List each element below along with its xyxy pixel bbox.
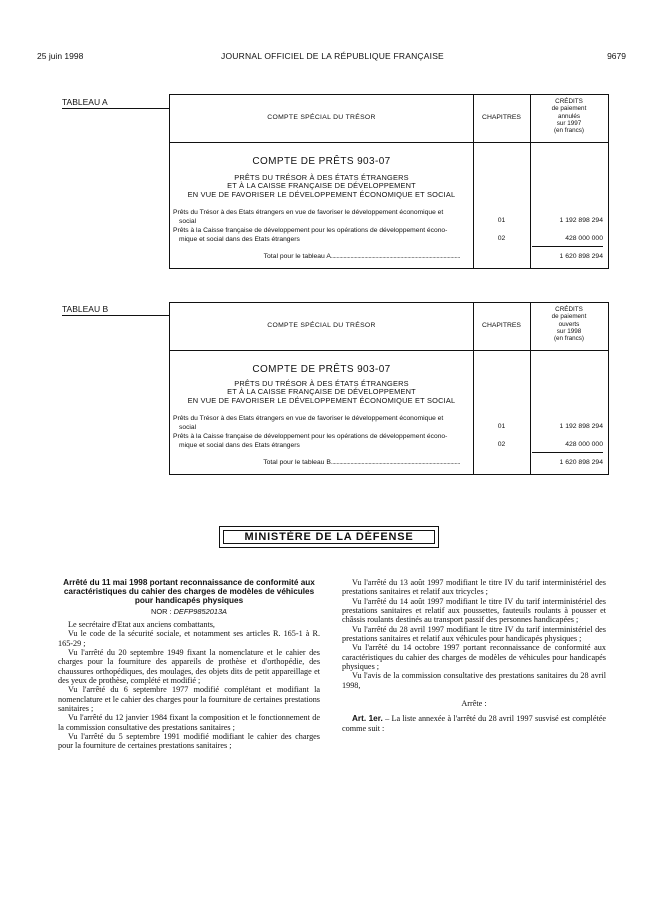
credits-line: de paiement — [551, 313, 587, 321]
total-label: Total pour le tableau B — [263, 459, 331, 466]
subtitle-line: ET À LA CAISSE FRANÇAISE DE DÉVELOPPEMENT — [227, 387, 416, 397]
credits-line: CRÉDITS — [555, 306, 583, 313]
paragraph: Vu l'arrêté du 12 janvier 1984 fixant la composition et le fonctionnement de la commission consultative des prestations sanitaires ; — [58, 713, 320, 732]
paragraph: Vu l'arrêté du 14 août 1997 modifiant le titre IV du tarif interministériel des prestations sanitaires et relatif aux poussettes, fauteuils roulants à pousser et châssis roulants destinés au transport passif des personnes handicapées ; — [342, 596, 606, 625]
arrete-heading: Arrête : — [461, 699, 487, 709]
row-amount: 428 000 000 — [565, 441, 603, 448]
credits-line: de paiement — [551, 105, 587, 113]
credits-line: sur 1998 — [556, 327, 582, 335]
col-header-credits — [530, 306, 608, 342]
tableau-b-label — [62, 304, 108, 314]
paragraph: Vu le code de la sécurité sociale, et notamment ses articles R. 165-1 à R. 165-29 ; — [58, 629, 320, 648]
row-text: Prêts à la Caisse française de développement pour les opérations de développement écono- — [173, 433, 448, 440]
table-row — [173, 226, 470, 244]
row-text: Prêts à la Caisse française de développement pour les opérations de développement écono- — [173, 227, 448, 234]
ministry-heading-box — [219, 526, 439, 548]
row-text: Prêts du Trésor à des Etats étrangers en vue de favoriser le développement économique et — [173, 415, 444, 422]
credits-line: (en francs) — [553, 335, 585, 343]
account-subtitle — [170, 174, 473, 199]
row-amount: 1 192 898 294 — [559, 423, 603, 430]
article-1-text: – La liste annexée à l'arrêté du 28 avril 1997 susvisé est complétée comme suit : — [342, 714, 607, 733]
row-text: Prêts du Trésor à des Etats étrangers en vue de favoriser le développement économique et — [173, 209, 444, 216]
header-date: 25 juin 1998 — [37, 51, 84, 61]
tableau-b — [169, 302, 609, 475]
left-column — [58, 578, 320, 751]
paragraph: Vu l'arrêté du 28 avril 1997 modifiant le titre IV du tarif interministériel des prestations sanitaires et relatif aux véhicules pour handicapés physiques ; — [342, 624, 606, 644]
account-title: COMPTE DE PRÊTS 903-07 — [252, 156, 391, 167]
paragraph: Le secrétaire d'Etat aux anciens combattants, — [68, 619, 215, 629]
credits-line: CRÉDITS — [555, 98, 583, 105]
col-header-credits — [530, 98, 608, 134]
account-subtitle — [170, 380, 473, 405]
credits-line: annulés — [557, 112, 581, 120]
nor-value: DEFP9852013A — [173, 606, 227, 616]
col-header-account: COMPTE SPÉCIAL DU TRÉSOR — [267, 322, 376, 329]
credits-line: (en francs) — [553, 127, 585, 135]
subtitle-line: EN VUE DE FAVORISER LE DÉVELOPPEMENT ÉCONOMIQUE ET SOCIAL — [187, 189, 456, 199]
tableau-a-label — [62, 97, 108, 107]
subtitle-line: ET À LA CAISSE FRANÇAISE DE DÉVELOPPEMENT — [227, 181, 416, 191]
total-amount: 1 620 898 294 — [559, 253, 603, 260]
tableau-a-label-text: TABLEAU A — [62, 97, 108, 107]
tableau-b-label-text: TABLEAU B — [62, 304, 109, 314]
table-row — [173, 208, 470, 226]
paragraph: Vu l'arrêté du 6 septembre 1977 modifié complétant et modifiant la nomenclature et le cahier des charges pour la fourniture de certaines prestations sanitaires ; — [58, 685, 320, 714]
row-text-cont: mique et social dans des Etats étrangers — [179, 236, 300, 243]
nor-label: NOR : — [150, 606, 172, 616]
row-amount: 1 192 898 294 — [559, 217, 603, 224]
total-amount: 1 620 898 294 — [559, 459, 603, 466]
credits-line: ouverts — [558, 320, 580, 328]
row-chapter: 02 — [497, 235, 506, 242]
article-1-label: Art. 1er. — [352, 714, 383, 724]
subtitle-line: PRÊTS DU TRÉSOR À DES ÉTATS ÉTRANGERS — [234, 379, 409, 388]
table-row — [173, 432, 470, 450]
article-1 — [342, 714, 606, 733]
col-header-chapters: CHAPITRES — [482, 114, 521, 121]
total-row: Total pour le tableau B............................................................................................. — [263, 459, 460, 466]
right-column — [342, 578, 606, 733]
row-text-cont: social — [179, 218, 197, 225]
paragraph: Vu l'avis de la commission consultative des prestations sanitaires du 28 avril 1998, — [342, 671, 606, 690]
paragraph: Vu l'arrêté du 14 octobre 1997 portant reconnaissance de conformité aux caractéristiques du cahier des charges de modèles de véhicules pour handicapés physiques ; — [342, 643, 606, 672]
row-chapter: 01 — [497, 423, 506, 430]
row-amount: 428 000 000 — [565, 235, 603, 242]
row-chapter: 02 — [497, 441, 506, 448]
tableau-a — [169, 94, 609, 269]
col-header-account: COMPTE SPÉCIAL DU TRÉSOR — [267, 114, 376, 121]
account-title: COMPTE DE PRÊTS 903-07 — [252, 364, 391, 375]
paragraph: Vu l'arrêté du 13 août 1997 modifiant le titre IV du tarif interministériel des prestations sanitaires et relatif aux tricycles ; — [342, 578, 606, 597]
row-chapter: 01 — [497, 217, 506, 224]
total-row: Total pour le tableau A............................................................................................. — [263, 253, 460, 260]
nor-reference — [58, 607, 320, 616]
subtitle-line: PRÊTS DU TRÉSOR À DES ÉTATS ÉTRANGERS — [234, 173, 409, 182]
ministry-heading: MINISTÈRE DE LA DÉFENSE — [223, 530, 435, 544]
subtitle-line: EN VUE DE FAVORISER LE DÉVELOPPEMENT ÉCONOMIQUE ET SOCIAL — [187, 395, 456, 405]
header-page-number: 9679 — [607, 51, 626, 61]
paragraph: Vu l'arrêté du 20 septembre 1949 fixant la nomenclature et le cahier des charges pour la fourniture des appareils de prothèse et d'orthopédie, des chaussures orthopédiques, des moulages, des objets dits de petit appareillage et des yeux de prothèse, complété et modifié ; — [58, 647, 320, 686]
row-text-cont: social — [179, 424, 197, 431]
credits-line: sur 1997 — [556, 119, 582, 127]
table-row — [173, 414, 470, 432]
total-label: Total pour le tableau A — [263, 253, 331, 260]
row-text-cont: mique et social dans des Etats étrangers — [179, 442, 300, 449]
paragraph: Vu l'arrêté du 5 septembre 1991 modifié modifiant le cahier des charges pour la fourniture de certaines prestations sanitaires ; — [58, 732, 320, 751]
col-header-chapters: CHAPITRES — [482, 322, 521, 329]
arrete-title: Arrêté du 11 mai 1998 portant reconnaissance de conformité aux caractéristiques du cahier des charges de modèles de véhicules pour handicapés physiques — [63, 578, 315, 606]
header-journal-title: JOURNAL OFFICIEL DE LA RÉPUBLIQUE FRANÇAISE — [221, 51, 444, 61]
